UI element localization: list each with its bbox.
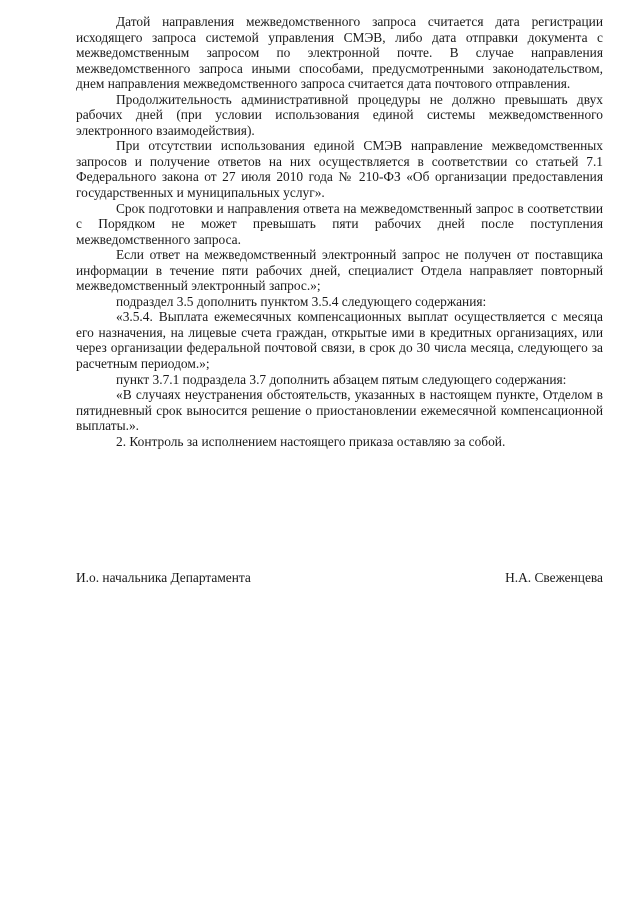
paragraph-suspension: «В случаях неустранения обстоятельств, указанных в настоящем пункте, Отделом в пятидневный срок выносится решение о приостановлении ежемесячной компенсационной выплаты.».: [76, 387, 603, 434]
paragraph-request-date: Датой направления межведомственного запроса считается дата регистрации исходящего запроса системой управления СМЭВ, либо дата отправки документа с межведомственным запросом по электронной почте. В случае направления межведомственного запроса иными способами, предусмотренными законодательством, днем направления межведомственного запроса считается дата почтового отправления.: [76, 14, 603, 92]
paragraph-response-deadline: Срок подготовки и направления ответа на межведомственный запрос в соответствии с Порядком не может превышать пяти рабочих дней после поступления межведомственного запроса.: [76, 200, 603, 247]
paragraph-subsection-3-5: подраздел 3.5 дополнить пунктом 3.5.4 следующего содержания:: [116, 293, 487, 309]
signatory-position: И.о. начальника Департамента: [76, 570, 251, 585]
signatory-name: Н.А. Свеженцева: [505, 570, 603, 585]
paragraph-item-3-7-1: пункт 3.7.1 подраздела 3.7 дополнить абзацем пятым следующего содержания:: [116, 371, 567, 387]
paragraph-smev-absence: При отсутствии использования единой СМЭВ направление межведомственных запросов и получение ответов на них осуществляется в соответствии со статьей 7.1 Федерального закона от 27 июля 2010 года № 210-ФЗ «Об организации предоставления государственных и муниципальных услуг».: [76, 138, 603, 201]
paragraph-control: 2. Контроль за исполнением настоящего приказа оставляю за собой.: [116, 433, 506, 449]
document-body: [76, 14, 603, 449]
paragraph-procedure-duration: Продолжительность административной процедуры не должно превышать двух рабочих дней (при условии использования единой системы межведомственного электронного взаимодействия).: [76, 91, 603, 138]
signature-block: [76, 570, 603, 588]
paragraph-item-3-5-4: «3.5.4. Выплата ежемесячных компенсационных выплат осуществляется с месяца его назначения, на лицевые счета граждан, открытые ими в кредитных организациях, или через организации федеральной почтовой связи, в срок до 30 числа месяца, следующего за расчетным периодом.»;: [76, 309, 603, 372]
paragraph-repeat-request: Если ответ на межведомственный электронный запрос не получен от поставщика информации в течение пяти рабочих дней, специалист Отдела направляет повторный межведомственный электронный запрос.»;: [76, 247, 603, 294]
